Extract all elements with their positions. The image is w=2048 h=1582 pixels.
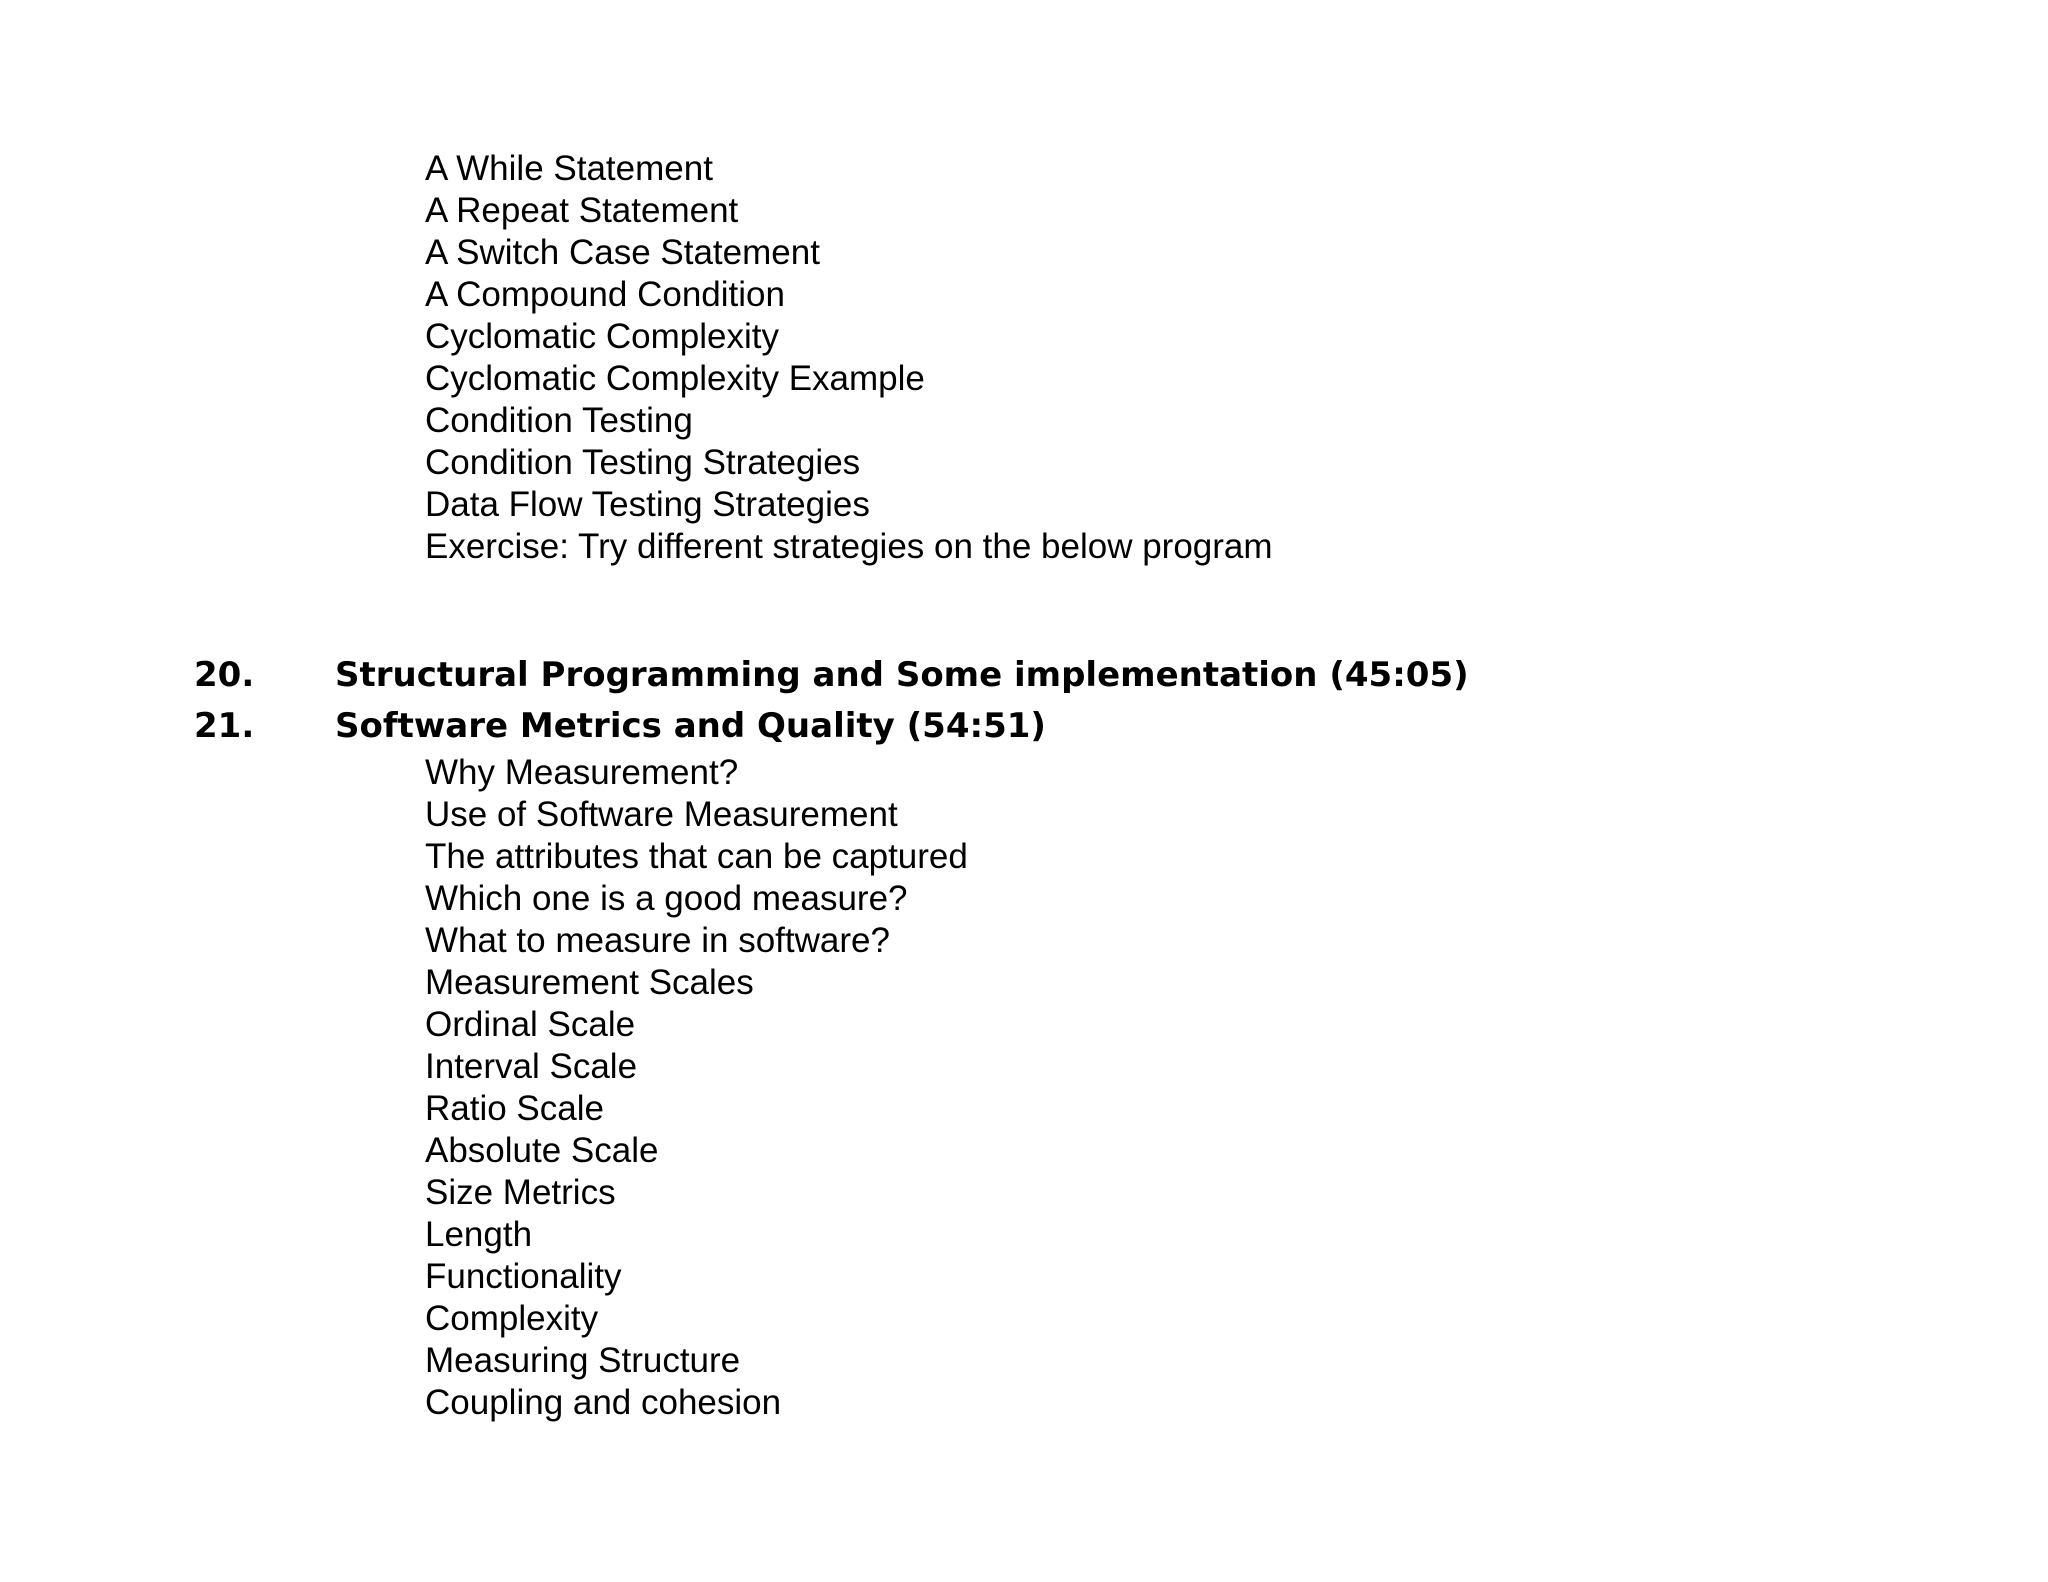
list-item: Which one is a good measure? — [425, 879, 908, 918]
section-title: Software Metrics and Quality (54:51) — [335, 706, 1046, 746]
list-item: Coupling and cohesion — [425, 1383, 782, 1422]
list-item: Absolute Scale — [425, 1131, 659, 1170]
list-item: What to measure in software? — [425, 921, 890, 960]
list-item: Complexity — [425, 1299, 599, 1338]
topic-list-section-21 — [425, 752, 968, 1424]
list-item: Exercise: Try different strategies on the below program — [425, 527, 1273, 566]
list-item: Cyclomatic Complexity Example — [425, 359, 925, 398]
list-item: Condition Testing Strategies — [425, 443, 861, 482]
list-item: Data Flow Testing Strategies — [425, 485, 870, 524]
section-number: 21. — [194, 706, 255, 746]
section-title: Structural Programming and Some implementation (45:05) — [335, 655, 1469, 695]
list-item: A Compound Condition — [425, 275, 785, 314]
section-heading-21 — [194, 703, 1046, 749]
list-item: Interval Scale — [425, 1047, 638, 1086]
list-item: Use of Software Measurement — [425, 795, 898, 834]
list-item: Cyclomatic Complexity — [425, 317, 779, 356]
list-item: Functionality — [425, 1257, 622, 1296]
list-item: Measurement Scales — [425, 963, 754, 1002]
list-item: A Switch Case Statement — [425, 233, 820, 272]
list-item: Size Metrics — [425, 1173, 616, 1212]
list-item: Ordinal Scale — [425, 1005, 636, 1044]
section-heading-20 — [194, 652, 1469, 698]
list-item: Measuring Structure — [425, 1341, 741, 1380]
list-item: A While Statement — [425, 149, 713, 188]
list-item: The attributes that can be captured — [425, 837, 968, 876]
list-item: Why Measurement? — [425, 753, 739, 792]
list-item: Length — [425, 1215, 533, 1254]
list-item: Condition Testing — [425, 401, 693, 440]
section-number: 20. — [194, 655, 255, 695]
list-item: A Repeat Statement — [425, 191, 739, 230]
list-item: Ratio Scale — [425, 1089, 604, 1128]
topic-list-top — [425, 148, 1273, 568]
